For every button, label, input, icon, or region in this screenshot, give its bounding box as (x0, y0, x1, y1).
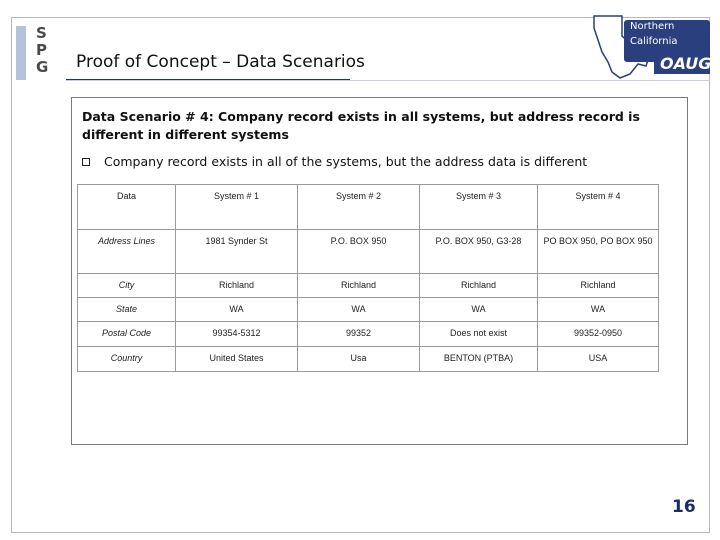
column-header: System # 4 (538, 185, 659, 230)
data-table (77, 184, 659, 372)
oaug-logo (590, 14, 712, 80)
row-label: Address Lines (78, 230, 176, 274)
table-cell: BENTON (PTBA) (420, 347, 538, 372)
square-bullet-icon (82, 158, 90, 166)
table-cell: Richland (176, 274, 298, 298)
table-cell: Richland (298, 274, 420, 298)
table-header-row (78, 185, 659, 230)
row-label: Country (78, 347, 176, 372)
column-header: System # 1 (176, 185, 298, 230)
page-title: Proof of Concept – Data Scenarios (76, 52, 365, 72)
logo-letter: S (36, 24, 47, 42)
table-cell: 99352 (298, 322, 420, 347)
row-label: City (78, 274, 176, 298)
bullet-text: Company record exists in all of the systems, but the address data is different (104, 154, 588, 169)
table-cell: WA (176, 298, 298, 322)
row-label: Postal Code (78, 322, 176, 347)
column-header: Data (78, 185, 176, 230)
table-cell: 99354-5312 (176, 322, 298, 347)
table-cell: 99352-0950 (538, 322, 659, 347)
column-header: System # 3 (420, 185, 538, 230)
logo-letter: P (36, 41, 47, 59)
table-row (78, 230, 659, 274)
table-cell: Does not exist (420, 322, 538, 347)
bullet-item (82, 154, 587, 169)
page-number: 16 (672, 497, 696, 517)
table-cell: 1981 Synder St (176, 230, 298, 274)
title-underline (66, 79, 350, 80)
logo-text-line1: Northern (630, 21, 675, 32)
spg-logo (16, 26, 56, 80)
title-divider (66, 80, 710, 81)
logo-letters (36, 25, 48, 76)
table-cell: Usa (298, 347, 420, 372)
table-cell: WA (420, 298, 538, 322)
table-cell: PO BOX 950, PO BOX 950 (538, 230, 659, 274)
table-cell: USA (538, 347, 659, 372)
table-row (78, 274, 659, 298)
logo-text-line3: OAUG (660, 54, 712, 73)
table-cell: P.O. BOX 950, G3-28 (420, 230, 538, 274)
logo-letter: G (36, 58, 49, 76)
logo-text-line2: California (630, 36, 678, 47)
table-cell: Richland (420, 274, 538, 298)
logo-bar (16, 26, 26, 80)
table-cell: Richland (538, 274, 659, 298)
table-row (78, 322, 659, 347)
column-header: System # 2 (298, 185, 420, 230)
table-row (78, 347, 659, 372)
table-cell: P.O. BOX 950 (298, 230, 420, 274)
table-cell: United States (176, 347, 298, 372)
scenario-heading: Data Scenario # 4: Company record exists in all systems, but address record is different in different systems (82, 109, 640, 142)
table-cell: WA (298, 298, 420, 322)
table-cell: WA (538, 298, 659, 322)
table-row (78, 298, 659, 322)
row-label: State (78, 298, 176, 322)
